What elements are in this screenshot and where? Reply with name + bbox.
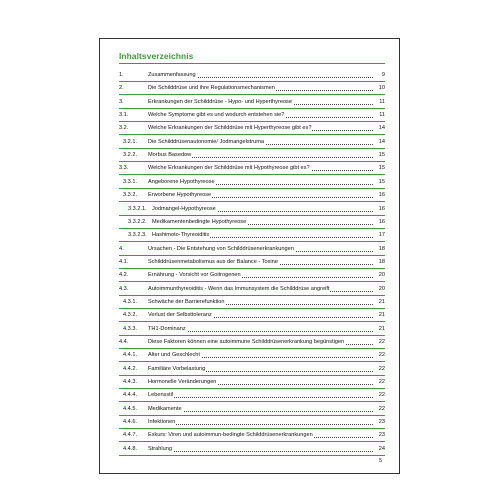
toc-entry[interactable] (119, 364, 385, 376)
toc-entry-label: Erworbene Hypothyreose (148, 192, 212, 199)
toc-entry-page: 22 (378, 352, 385, 359)
toc-entry-number: 3.3.2.3. (128, 232, 147, 239)
row-divider (119, 321, 385, 322)
toc-entry-page: 21 (378, 312, 385, 319)
toc-entry-page: 9 (381, 72, 385, 78)
row-divider (119, 134, 385, 135)
toc-entry-label: Angeborene Hypothyreose (148, 178, 215, 185)
toc-entry-label: Verlust der Selbsttoleranz (148, 312, 212, 319)
toc-entry-number: 4.1. (119, 258, 129, 265)
row-divider (119, 188, 385, 189)
toc-entry-label: Strahlung (148, 445, 172, 452)
toc-entry-label: Welche Erkrankungen der Schilddrüse mit Hypothyreose gibt es? (148, 165, 310, 172)
toc-entry-number: 3.1. (119, 112, 129, 119)
toc-entry-page: 22 (378, 365, 385, 372)
row-divider (119, 215, 385, 216)
toc-entry-number: 4.4.8. (123, 445, 137, 452)
toc-entry[interactable] (119, 417, 385, 429)
toc-entry-number: 4.4.4. (123, 392, 137, 399)
toc-entry-page: 15 (378, 178, 385, 185)
toc-entry[interactable] (119, 430, 385, 442)
toc-entry-label: Jodmangel-Hypothyreose (152, 205, 216, 212)
toc-entry-label: Lebensstil (148, 392, 174, 399)
toc-entry-label: Medikamentenbedingte Hypothyreose (152, 218, 247, 225)
toc-entry-number: 3.3. (119, 165, 129, 172)
toc-entry-number: 4.4.2. (123, 365, 137, 372)
row-divider (119, 268, 385, 269)
toc-entry[interactable] (119, 244, 385, 256)
row-divider (119, 94, 385, 95)
row-divider (119, 81, 385, 82)
toc-entry[interactable] (119, 377, 385, 389)
row-divider (119, 295, 385, 296)
toc-entry-number: 3.3.2.1. (128, 205, 147, 212)
row-divider (119, 348, 385, 349)
toc-entry-label: Morbus Basedow (148, 152, 192, 159)
toc-entry-label: Familiäre Vorbelastung (148, 365, 206, 372)
toc-entry-page: 15 (378, 165, 385, 172)
toc-entry[interactable] (119, 204, 385, 216)
toc-entry-label: Hormonelle Veränderungen (148, 379, 217, 386)
toc-entry-label: Die Schilddrüse und ihre Regulationsmechanismen (148, 85, 275, 92)
toc-entry-label: Ursachen - Die Entstehung von Schilddrüsenerkrankungen (148, 245, 294, 252)
toc-entry[interactable] (119, 257, 385, 269)
row-divider (119, 401, 385, 402)
toc-entry-label: Exkurs: Viren und autoimmun-bedingte Schilddrüsenerkrankungen (148, 432, 313, 439)
toc-entry-number: 4.4.7. (123, 432, 137, 439)
toc-entry-page: 16 (378, 192, 385, 199)
toc-entry-number: 3.3.1. (123, 178, 137, 185)
toc-entry-label: Medikamente (148, 405, 182, 412)
toc-entry-label: Infektionen (148, 419, 176, 426)
toc-entry-label: Ernährung - Vorsicht vor Goitrogenen (148, 272, 241, 279)
toc-entry-page: 16 (378, 218, 385, 225)
toc-entry-number: 4.3.3. (123, 325, 137, 332)
toc-entry-label: Welche Erkrankungen der Schilddrüse mit Hyperthyreose gibt es? (148, 125, 312, 132)
row-divider (119, 148, 385, 149)
toc-entry-page: 23 (378, 419, 385, 426)
toc-entry[interactable] (119, 337, 385, 349)
toc-entry-page: 18 (378, 245, 385, 252)
page-number: 5 (379, 458, 383, 464)
toc-entry-number: 3.2. (119, 125, 129, 132)
row-divider (119, 281, 385, 282)
toc-entry[interactable] (119, 324, 385, 336)
toc-entry[interactable] (119, 110, 385, 122)
toc-entry-label: Hashimoto-Thyreoiditis (152, 232, 210, 239)
row-divider (119, 108, 385, 109)
row-divider (119, 228, 385, 229)
row-divider (119, 121, 385, 122)
row-divider (119, 241, 385, 242)
toc-entry-page: 24 (378, 445, 385, 452)
title-divider (119, 63, 385, 64)
row-divider (119, 455, 385, 456)
row-divider (119, 255, 385, 256)
toc-entry-label: Schwäche der Barrierefunktion (148, 298, 225, 305)
toc-entry-number: 3.2.2. (123, 152, 137, 159)
toc-entry-page: 21 (378, 325, 385, 332)
toc-entry[interactable] (119, 310, 385, 322)
toc-entry[interactable] (119, 177, 385, 189)
toc-entry-number: 4.4.3. (123, 379, 137, 386)
dot-leader (148, 397, 373, 398)
toc-entry-page: 14 (378, 138, 385, 145)
toc-entry-number: 4.3.2. (123, 312, 137, 319)
toc-entry[interactable] (119, 350, 385, 362)
toc-entry-page: 17 (378, 232, 385, 239)
toc-entry[interactable] (119, 390, 385, 402)
toc-entry[interactable] (119, 404, 385, 416)
toc-entry-label: Zusammenfassung (148, 72, 196, 78)
toc-entry-label: Diese Faktoren können eine autoimmune Schilddrüsenerkrankung begünstigen (148, 339, 345, 345)
toc-entry[interactable] (119, 70, 385, 82)
row-divider (119, 375, 385, 376)
row-divider (119, 415, 385, 416)
toc-entry-label: Erkrankungen der Schilddrüse - Hypo- und Hyperthyreose (148, 98, 292, 105)
toc-entry[interactable] (119, 137, 385, 149)
toc-entry-page: 22 (378, 405, 385, 412)
toc-entry-page: 11 (379, 112, 385, 119)
toc-entry-number: 4.4.1. (123, 352, 137, 359)
toc-entry-number: 4.4.5. (123, 405, 137, 412)
dot-leader (148, 424, 373, 425)
toc-entry-page: 15 (378, 152, 385, 159)
toc-entry-label: Autoimmunthyreoiditis - Wenn das Immunsystem die Schilddrüse angreift (148, 285, 330, 292)
toc-entry-label: Die Schilddrüsenautonomie/ Jodmangelstruma (148, 138, 264, 145)
toc-entry-number: 4.2. (119, 272, 129, 279)
toc-entry-number: 3.2.1. (123, 138, 137, 145)
toc-entry-number: 3. (119, 98, 124, 105)
row-divider (119, 308, 385, 309)
toc-entry[interactable] (119, 150, 385, 162)
toc-entry-page: 11 (379, 98, 385, 105)
row-divider (119, 335, 385, 336)
row-divider (119, 174, 385, 175)
toc-entry-label: TH1-Dominanz (148, 325, 186, 332)
toc-entry[interactable] (119, 230, 385, 242)
toc-entry-label: Alter und Geschlecht (148, 352, 200, 359)
toc-entry-page: 22 (378, 379, 385, 386)
row-divider (119, 428, 385, 429)
toc-entry[interactable] (119, 297, 385, 309)
toc-entry-page: 16 (378, 205, 385, 212)
row-divider (119, 388, 385, 389)
toc-entry-number: 3.3.2. (123, 192, 137, 199)
toc-title: Inhaltsverzeichnis (119, 51, 194, 61)
row-divider (119, 161, 385, 162)
toc-entry-number: 2. (119, 85, 124, 92)
toc-entry-page: 10 (378, 85, 385, 92)
row-divider (119, 441, 385, 442)
toc-entry[interactable] (119, 217, 385, 229)
toc-entry-label: Schilddrüsenmetabolismus aus der Balance - Toxine (148, 258, 278, 265)
toc-entry-number: 3.3.2.2. (128, 218, 147, 225)
toc-entry-page: 22 (378, 392, 385, 399)
toc-entry[interactable] (119, 284, 385, 296)
toc-entry[interactable] (119, 270, 385, 282)
toc-entry[interactable] (119, 123, 385, 135)
toc-entry-page: 20 (378, 272, 385, 279)
toc-entry-page: 23 (378, 432, 385, 439)
toc-entry-number: 4.4. (119, 339, 129, 345)
toc-entry[interactable] (119, 190, 385, 202)
toc-entry[interactable] (119, 97, 385, 109)
toc-entry-number: 4.4.6. (123, 419, 137, 426)
toc-entry[interactable] (119, 83, 385, 95)
toc-entry-page: 14 (378, 125, 385, 132)
dot-leader (148, 451, 373, 452)
toc-entry-page: 21 (378, 298, 385, 305)
toc-entry-number: 4.3. (119, 285, 129, 292)
toc-entry-page: 20 (378, 285, 385, 292)
toc-entry-number: 4. (119, 245, 124, 252)
toc-entry-page: 18 (378, 258, 385, 265)
toc-entry-number: 4.3.1. (123, 298, 137, 305)
row-divider (119, 361, 385, 362)
toc-entry[interactable] (119, 163, 385, 175)
toc-entry-number: 1. (119, 72, 124, 78)
row-divider (119, 201, 385, 202)
toc-entry[interactable] (119, 444, 385, 456)
toc-entry-label: Welche Symptome gibt es und wodurch entstehen sie? (148, 112, 285, 119)
toc-entry-page: 22 (378, 339, 385, 345)
